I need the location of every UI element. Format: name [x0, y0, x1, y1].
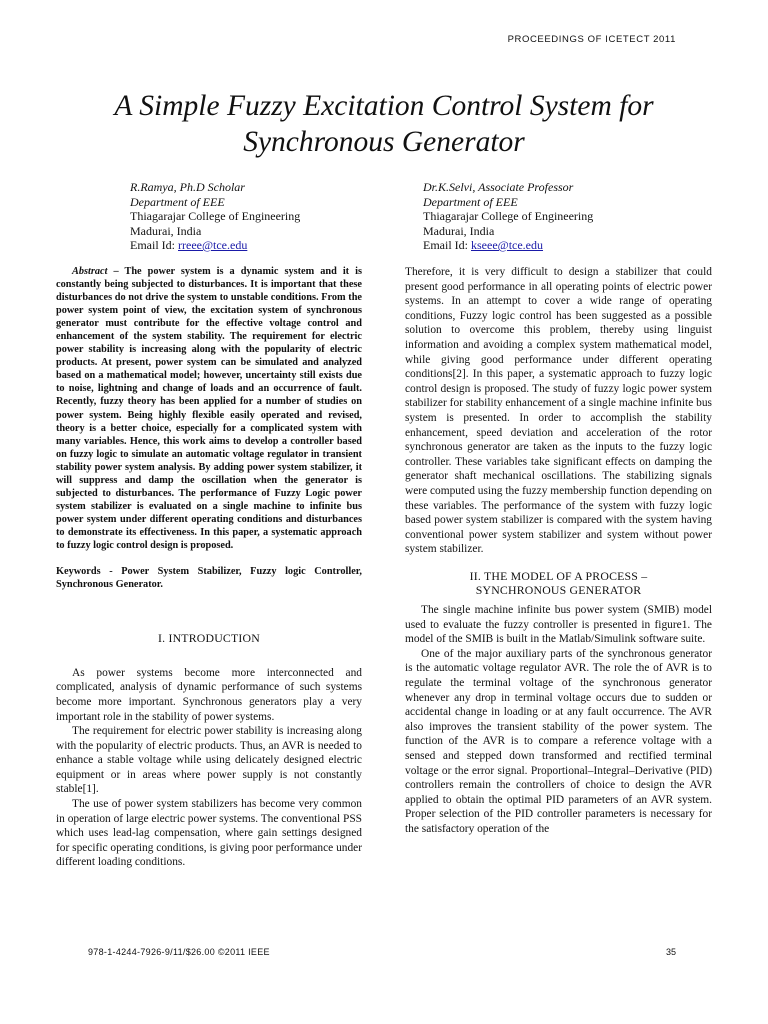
- intro-paragraph-2: The requirement for electric power stability is increasing along with the popularity of electric products. Thus, an AVR is needed to enhance a stable voltage while using delicately designed electric equipment or in areas where power supply is not constantly stable[1].: [56, 725, 362, 796]
- page-number: 35: [666, 947, 677, 957]
- intro-paragraph-1: As power systems become more interconnected and complicated, analysis of dynamic performance of such systems become more important. Synchronous generators play a very important role in the stability of power systems.: [56, 666, 362, 723]
- right-column: [405, 265, 712, 837]
- author-department: Department of EEE: [130, 194, 225, 209]
- author-block-1: [130, 180, 360, 253]
- intro-paragraph-3: The use of power system stabilizers has become very common in operation of large electric power systems. The conventional PSS which uses lead-lag compensation, where gain settings designed for specific operating conditions, is giving poor performance under different loading conditions.: [56, 798, 362, 869]
- intro-continuation-paragraph: Therefore, it is very difficult to design a stabilizer that could present good performance in all operating points of electric power systems. In an attempt to cover a wide range of operating conditions, Fuzzy logic control has been suggested as a possible solution to overcome this problem, thereby using linguist information and avoiding a complex system mathematical model, while giving good performance under different operating conditions[2]. In this paper, a systematic approach to fuzzy logic control design is proposed. The study of fuzzy logic power system stabilizer for stability enhancement of a single machine infinite bus system is presented. In order to accomplish the stability enhancement, speed deviation and acceleration of the rotor synchronous generator are taken as the inputs to the fuzzy logic controller. These variables take significant effects on damping the generator shaft mechanical oscillations. The stabilizing signals were computed using the fuzzy membership function depending on these variables. The performance of the system with fuzzy logic based power system stabilizer is compared with the system having conventional power system stabilizer and system without power system stabilizer.: [405, 266, 712, 556]
- section-heading-introduction: I. INTRODUCTION: [158, 631, 260, 646]
- model-paragraph-1: The single machine infinite bus power system (SMIB) model used to evaluate the fuzzy controller is presented in figure1. The model of the SMIB is built in the Matlab/Simulink software suite.: [405, 604, 712, 646]
- author-location: Madurai, India: [130, 223, 202, 238]
- keywords: Keywords - Power System Stabilizer, Fuzzy logic Controller, Synchronous Generator.: [56, 566, 362, 591]
- paper-title: [60, 88, 708, 160]
- author-email-row: [423, 238, 673, 253]
- author-college: Thiagarajar College of Engineering: [423, 209, 594, 223]
- model-paragraph-2: One of the major auxiliary parts of the synchronous generator is the automatic voltage regulator AVR. The role the of AVR is to regulate the terminal voltage of the synchronous generator whenever any drop in terminal voltage occurs due to sudden or accidental change in loading or at any fault occurrence. The AVR also improves the transient stability of the power system. The function of the AVR is to compare a reference voltage with a sensed and stepped down transformed and rectified terminal voltage or the error signal. Proportional–Integral–Derivative (PID) controllers remain the controllers of choice to design the AVR applied to obtain the optimal PID parameters of an AVR system. Proper selection of the PID controller parameters is necessary for the satisfactory operation of the: [405, 647, 712, 835]
- abstract-lead: Abstract: [72, 266, 108, 277]
- footer-isbn: 978-1-4244-7926-9/11/$26.00 ©2011 IEEE: [88, 947, 270, 957]
- author-block-2: [423, 180, 673, 253]
- abstract-text: – The power system is a dynamic system and it is constantly being subjected to disturbances. It is important that these disturbances do not drive the system to unstable conditions. From the power system point of view, the excitation system of synchronous generator must contribute for the effective voltage control and enhancement of the system stability. The requirement for electric power stability is increasing along with the popularity of electric products. At present, power system can be simulated and analyzed based on a mathematical model; however, uncertainty still exists due to noise, lightning and change of loads and an occurrence of fault. Recently, fuzzy theory has been applied for a number of studies on power system. Being highly flexible easily operated and revised, theory is a better choice, especially for a complicated system with many variables. Hence, this work aims to develop a controller based on fuzzy logic to simulate an automatic voltage regulator in transient stability power system analysis. By adding power system stabilizer, it will suppress and damp the oscillation when the generator is subjected to disturbances. The performance of Fuzzy Logic power system stabilizer is evaluated on a single machine to infinite bus power system under different operating conditions and disturbances to demonstrate its effectiveness. In this paper, a systematic approach to fuzzy logic control design is proposed.: [56, 266, 362, 551]
- email-label: Email Id:: [130, 238, 178, 252]
- author-name: R.Ramya, Ph.D Scholar: [130, 180, 245, 194]
- author-name: Dr.K.Selvi, Associate Professor: [423, 180, 574, 194]
- section-heading-model-line-2: SYNCHRONOUS GENERATOR: [475, 583, 642, 598]
- section-heading-model-line-1: II. THE MODEL OF A PROCESS –: [469, 568, 648, 583]
- author-college: Thiagarajar College of Engineering: [130, 209, 301, 223]
- email-label: Email Id:: [423, 238, 471, 252]
- paper-title-line-1: A Simple Fuzzy Excitation Control System for: [114, 90, 654, 122]
- left-column: [56, 265, 362, 870]
- abstract: [56, 265, 362, 552]
- author-location: Madurai, India: [423, 223, 495, 238]
- paper-title-line-2: Synchronous Generator: [243, 126, 525, 158]
- author-email-link[interactable]: rreee@tce.edu: [178, 238, 248, 252]
- proceedings-header: PROCEEDINGS OF ICETECT 2011: [507, 34, 676, 45]
- author-department: Department of EEE: [423, 194, 518, 209]
- author-email-link[interactable]: kseee@tce.edu: [471, 238, 544, 252]
- section-heading-model: [405, 569, 712, 598]
- author-email-row: [130, 238, 360, 253]
